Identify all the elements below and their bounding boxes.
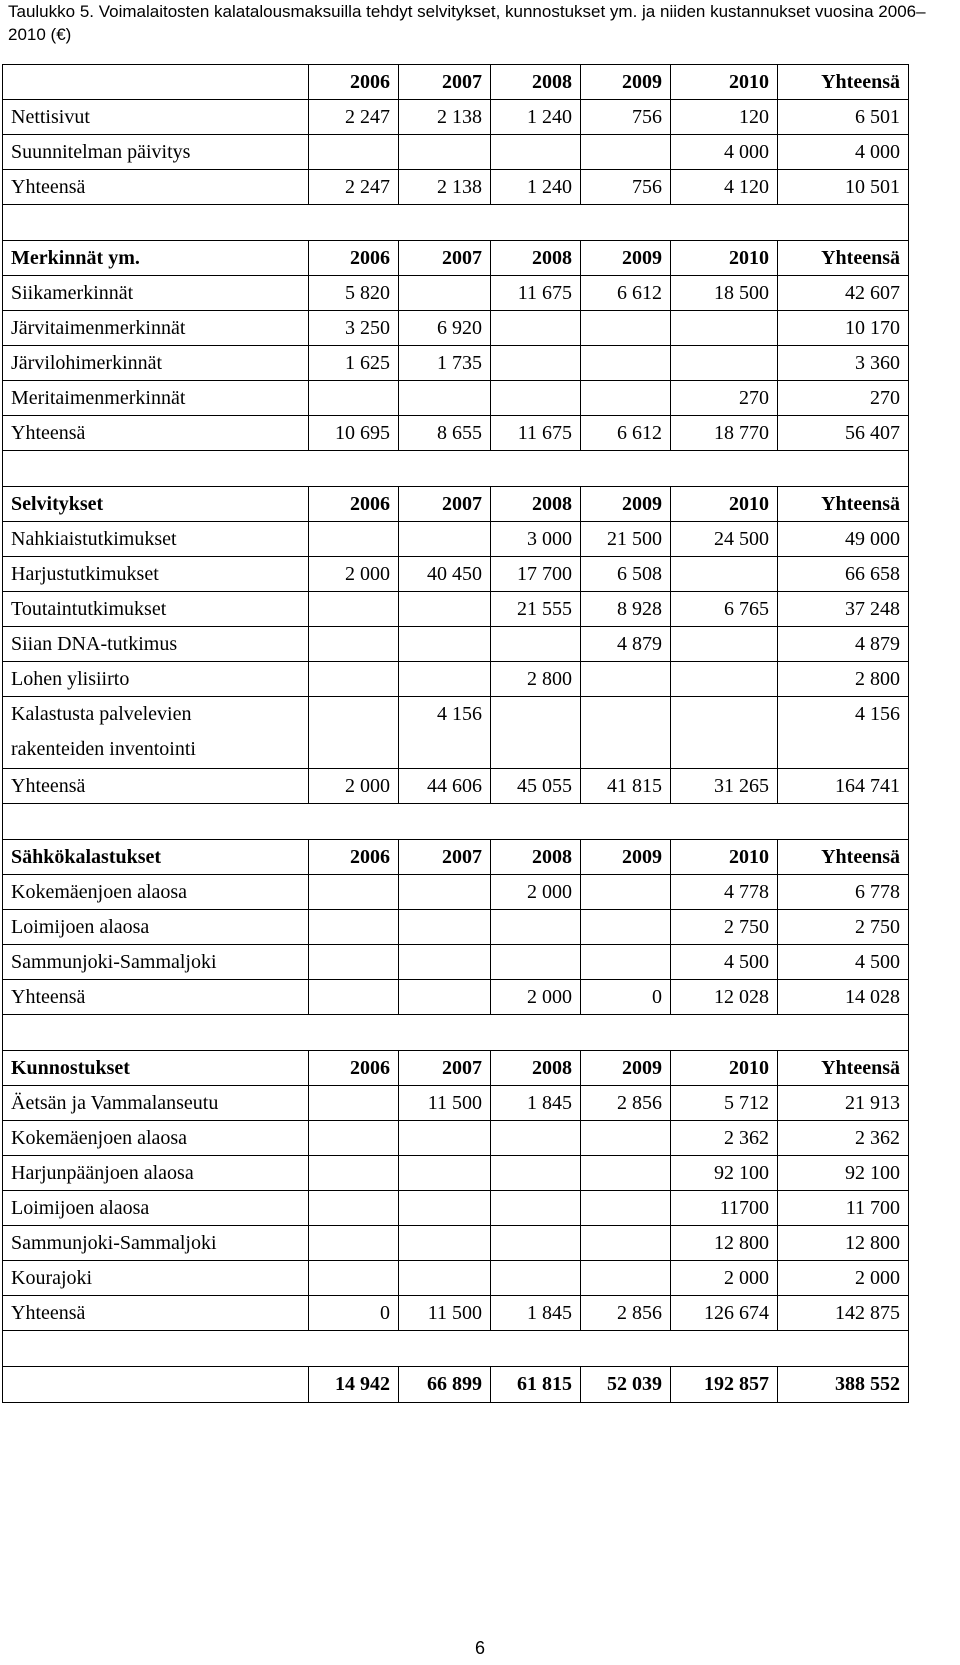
table-cell: 2 856: [581, 1086, 671, 1121]
row-label: Yhteensä: [3, 416, 309, 451]
column-header: 2008: [491, 840, 581, 875]
table-cell: [581, 945, 671, 980]
table-cell: 10 695: [309, 416, 399, 451]
table-cell: 4 120: [671, 170, 778, 205]
table-cell: 31 265: [671, 769, 778, 804]
table-cell: 11 500: [399, 1296, 491, 1331]
table-cell: [581, 311, 671, 346]
table-cell: 2 000: [778, 1261, 909, 1296]
table-cell: 4 879: [581, 627, 671, 662]
table-cell: 8 928: [581, 592, 671, 627]
table-cell: [671, 697, 778, 769]
grand-total-row: [3, 1367, 909, 1403]
table-cell: 3 360: [778, 346, 909, 381]
table-row: [3, 557, 909, 592]
table-cell: 2 362: [778, 1121, 909, 1156]
table-cell: 4 500: [671, 945, 778, 980]
table-cell: [491, 1156, 581, 1191]
column-header: 2007: [399, 241, 491, 276]
table-cell: 21 555: [491, 592, 581, 627]
table-cell: 21 913: [778, 1086, 909, 1121]
table-cell: [309, 1156, 399, 1191]
row-label: Siikamerkinnät: [3, 276, 309, 311]
table-cell: [399, 1226, 491, 1261]
table-cell: 6 765: [671, 592, 778, 627]
section-header-row: [3, 487, 909, 522]
table-cell: [491, 1226, 581, 1261]
table-cell: [399, 1121, 491, 1156]
row-label: Nahkiaistutkimukset: [3, 522, 309, 557]
table-cell: [309, 522, 399, 557]
column-header: 2009: [581, 1051, 671, 1086]
table-cell: [309, 945, 399, 980]
table-row: [3, 592, 909, 627]
table-cell: [399, 662, 491, 697]
table-cell: 3 000: [491, 522, 581, 557]
table-cell: 164 741: [778, 769, 909, 804]
table-cell: [491, 910, 581, 945]
table-row: [3, 135, 909, 170]
table-cell: 2 247: [309, 170, 399, 205]
column-header: 2009: [581, 241, 671, 276]
row-label: Järvitaimenmerkinnät: [3, 311, 309, 346]
table-cell: 18 500: [671, 276, 778, 311]
row-label: Kourajoki: [3, 1261, 309, 1296]
table-row: [3, 697, 909, 769]
table-cell: 270: [671, 381, 778, 416]
column-header: 2007: [399, 65, 491, 100]
section-title: Selvitykset: [3, 487, 309, 522]
table-cell: 126 674: [671, 1296, 778, 1331]
table-cell: 14 028: [778, 980, 909, 1015]
table-cell: 37 248: [778, 592, 909, 627]
grand-total-label: [3, 1367, 309, 1403]
row-label: Loimijoen alaosa: [3, 910, 309, 945]
table-cell: 18 770: [671, 416, 778, 451]
table-cell: [309, 592, 399, 627]
row-label-line: rakenteiden inventointi: [11, 738, 196, 760]
column-header: 2010: [671, 1051, 778, 1086]
spacer-row: [3, 1015, 909, 1051]
section-header-row: [3, 65, 909, 100]
table-cell: [671, 557, 778, 592]
table-cell: 0: [581, 980, 671, 1015]
table-cell: [581, 1191, 671, 1226]
table-cell: 2 800: [491, 662, 581, 697]
column-header: 2008: [491, 241, 581, 276]
row-label: Äetsän ja Vammalanseutu: [3, 1086, 309, 1121]
column-header: Yhteensä: [778, 840, 909, 875]
table-cell: [399, 980, 491, 1015]
column-header: 2008: [491, 1051, 581, 1086]
table-row: [3, 945, 909, 980]
column-header: 2007: [399, 1051, 491, 1086]
table-cell: [778, 697, 909, 769]
table-cell: [399, 1191, 491, 1226]
table-cell: [399, 381, 491, 416]
table-cell: 5 712: [671, 1086, 778, 1121]
table-cell: 42 607: [778, 276, 909, 311]
table-cell: [309, 1086, 399, 1121]
table-row: [3, 276, 909, 311]
table-cell: [491, 697, 581, 769]
table-cell: 2 138: [399, 100, 491, 135]
row-label: Järvilohimerkinnät: [3, 346, 309, 381]
table-cell: 4 500: [778, 945, 909, 980]
table-cell: 6 920: [399, 311, 491, 346]
table-cell: 11 675: [491, 276, 581, 311]
spacer-row: [3, 804, 909, 840]
table-cell: [399, 945, 491, 980]
table-cell: [399, 875, 491, 910]
table-cell: [399, 276, 491, 311]
table-cell: 1 240: [491, 170, 581, 205]
row-label: Sammunjoki-Sammaljoki: [3, 945, 309, 980]
table-cell: 6 508: [581, 557, 671, 592]
table-cell: 4 000: [778, 135, 909, 170]
table-cell: 270: [778, 381, 909, 416]
column-header: 2006: [309, 65, 399, 100]
table-cell: 8 655: [399, 416, 491, 451]
row-label: Yhteensä: [3, 980, 309, 1015]
table-cell: 12 028: [671, 980, 778, 1015]
row-label: [3, 697, 309, 769]
section-title: Sähkökalastukset: [3, 840, 309, 875]
table-cell: [399, 592, 491, 627]
table-row: [3, 662, 909, 697]
table-cell: 2 000: [309, 769, 399, 804]
table-row: [3, 522, 909, 557]
table-cell: [581, 697, 671, 769]
table-row: [3, 170, 909, 205]
column-header: Yhteensä: [778, 1051, 909, 1086]
table-cell: [399, 1156, 491, 1191]
table-cell: [581, 1261, 671, 1296]
column-header: 2009: [581, 65, 671, 100]
table-cell: [581, 346, 671, 381]
table-cell: 2 362: [671, 1121, 778, 1156]
table-cell: 6 612: [581, 276, 671, 311]
row-label-line: Kalastusta palvelevien: [11, 703, 192, 725]
row-label: Yhteensä: [3, 170, 309, 205]
column-header: 2010: [671, 65, 778, 100]
table-cell: [671, 627, 778, 662]
table-cell: 45 055: [491, 769, 581, 804]
table-row: [3, 1261, 909, 1296]
row-label: Kokemäenjoen alaosa: [3, 1121, 309, 1156]
table-cell: [309, 980, 399, 1015]
table-cell: [399, 697, 491, 769]
column-header: 2008: [491, 487, 581, 522]
table-cell: 0: [309, 1296, 399, 1331]
table-cell: [491, 1261, 581, 1296]
column-header: Yhteensä: [778, 65, 909, 100]
table-cell: [491, 346, 581, 381]
table-cell: 40 450: [399, 557, 491, 592]
column-header: 2006: [309, 241, 399, 276]
table-cell: [581, 1226, 671, 1261]
table-cell: 11700: [671, 1191, 778, 1226]
table-row: [3, 1296, 909, 1331]
table-cell: [399, 1261, 491, 1296]
section-header-row: [3, 241, 909, 276]
table-cell: [399, 910, 491, 945]
spacer-cell: [3, 205, 909, 241]
table-cell: 2 247: [309, 100, 399, 135]
cell-value: 4 156: [437, 703, 482, 725]
table-row: [3, 1086, 909, 1121]
column-header: 2006: [309, 840, 399, 875]
table-cell: 11 700: [778, 1191, 909, 1226]
table-cell: 2 750: [778, 910, 909, 945]
table-cell: 756: [581, 170, 671, 205]
section-header-row: [3, 840, 909, 875]
spacer-cell: [3, 451, 909, 487]
grand-total-cell: 192 857: [671, 1367, 778, 1403]
table-row: [3, 627, 909, 662]
table-cell: [491, 627, 581, 662]
column-header: 2010: [671, 241, 778, 276]
table-cell: [581, 910, 671, 945]
table-cell: 1 845: [491, 1086, 581, 1121]
table-cell: [309, 381, 399, 416]
table-cell: 5 820: [309, 276, 399, 311]
table-cell: [491, 1121, 581, 1156]
table-row: [3, 311, 909, 346]
table-row: [3, 910, 909, 945]
cost-table: [2, 64, 909, 1403]
grand-total-cell: 14 942: [309, 1367, 399, 1403]
table-cell: 41 815: [581, 769, 671, 804]
column-header: 2006: [309, 487, 399, 522]
column-header: 2008: [491, 65, 581, 100]
table-cell: [309, 627, 399, 662]
row-label: Harjunpäänjoen alaosa: [3, 1156, 309, 1191]
table-cell: 6 612: [581, 416, 671, 451]
table-cell: [491, 945, 581, 980]
table-cell: [309, 1191, 399, 1226]
row-label: Yhteensä: [3, 769, 309, 804]
table-cell: [581, 381, 671, 416]
table-row: [3, 381, 909, 416]
table-cell: [671, 662, 778, 697]
table-cell: 1 240: [491, 100, 581, 135]
grand-total-cell: 61 815: [491, 1367, 581, 1403]
column-header: 2006: [309, 1051, 399, 1086]
table-cell: 1 845: [491, 1296, 581, 1331]
column-header: 2009: [581, 487, 671, 522]
table-cell: [491, 135, 581, 170]
table-row: [3, 100, 909, 135]
table-cell: 2 000: [671, 1261, 778, 1296]
table-cell: 92 100: [671, 1156, 778, 1191]
row-label: Lohen ylisiirto: [3, 662, 309, 697]
spacer-row: [3, 1331, 909, 1367]
row-label: Sammunjoki-Sammaljoki: [3, 1226, 309, 1261]
table-cell: 92 100: [778, 1156, 909, 1191]
table-cell: 142 875: [778, 1296, 909, 1331]
cell-value: 4 156: [855, 703, 900, 725]
column-header: 2009: [581, 840, 671, 875]
table-cell: 2 000: [309, 557, 399, 592]
row-label: Harjustutkimukset: [3, 557, 309, 592]
column-header: 2010: [671, 487, 778, 522]
row-label: Suunnitelman päivitys: [3, 135, 309, 170]
row-label: Yhteensä: [3, 1296, 309, 1331]
table-cell: 2 750: [671, 910, 778, 945]
spacer-cell: [3, 1015, 909, 1051]
page-number: 6: [474, 1638, 485, 1658]
table-cell: [399, 627, 491, 662]
table-cell: 2 856: [581, 1296, 671, 1331]
section-title: Kunnostukset: [3, 1051, 309, 1086]
column-header: 2007: [399, 487, 491, 522]
table-cell: 6 501: [778, 100, 909, 135]
table-cell: [671, 311, 778, 346]
table-cell: 3 250: [309, 311, 399, 346]
table-cell: 12 800: [778, 1226, 909, 1261]
table-cell: [491, 381, 581, 416]
table-cell: 10 170: [778, 311, 909, 346]
table-row: [3, 346, 909, 381]
table-row: [3, 980, 909, 1015]
table-cell: [309, 135, 399, 170]
table-cell: [581, 135, 671, 170]
table-row: [3, 1191, 909, 1226]
table-cell: 10 501: [778, 170, 909, 205]
table-caption: Taulukko 5. Voimalaitosten kalatalousmaksuilla tehdyt selvitykset, kunnostukset ym. ja niiden kustannukset vuosina 2006–2010 (€): [8, 2, 926, 44]
column-header: Yhteensä: [778, 487, 909, 522]
section-title: [3, 65, 309, 100]
table-cell: [309, 875, 399, 910]
table-cell: [309, 662, 399, 697]
table-cell: 17 700: [491, 557, 581, 592]
row-label: Nettisivut: [3, 100, 309, 135]
table-cell: 2 138: [399, 170, 491, 205]
table-cell: 24 500: [671, 522, 778, 557]
row-label: Kokemäenjoen alaosa: [3, 875, 309, 910]
column-header: Yhteensä: [778, 241, 909, 276]
row-label: Meritaimenmerkinnät: [3, 381, 309, 416]
table-cell: [581, 1156, 671, 1191]
grand-total-cell: 66 899: [399, 1367, 491, 1403]
column-header: 2010: [671, 840, 778, 875]
table-row: [3, 416, 909, 451]
table-cell: [581, 1121, 671, 1156]
table-row: [3, 1156, 909, 1191]
table-cell: [491, 1191, 581, 1226]
table-cell: [309, 1121, 399, 1156]
table-cell: [309, 1261, 399, 1296]
table-cell: 21 500: [581, 522, 671, 557]
section-title: Merkinnät ym.: [3, 241, 309, 276]
table-cell: [309, 910, 399, 945]
table-row: [3, 1226, 909, 1261]
table-cell: [581, 662, 671, 697]
table-cell: 6 778: [778, 875, 909, 910]
table-cell: [581, 875, 671, 910]
table-cell: 56 407: [778, 416, 909, 451]
table-cell: [399, 522, 491, 557]
spacer-cell: [3, 1331, 909, 1367]
column-header: 2007: [399, 840, 491, 875]
spacer-row: [3, 451, 909, 487]
grand-total-cell: 388 552: [778, 1367, 909, 1403]
table-row: [3, 1121, 909, 1156]
table-cell: 2 800: [778, 662, 909, 697]
table-cell: 2 000: [491, 875, 581, 910]
table-cell: 49 000: [778, 522, 909, 557]
table-cell: 1 625: [309, 346, 399, 381]
row-label: Siian DNA-tutkimus: [3, 627, 309, 662]
spacer-row: [3, 205, 909, 241]
table-cell: 66 658: [778, 557, 909, 592]
row-label: Toutaintutkimukset: [3, 592, 309, 627]
table-row: [3, 769, 909, 804]
table-cell: 4 879: [778, 627, 909, 662]
table-cell: 11 500: [399, 1086, 491, 1121]
table-cell: [671, 346, 778, 381]
table-cell: 1 735: [399, 346, 491, 381]
row-label: Loimijoen alaosa: [3, 1191, 309, 1226]
table-cell: 4 778: [671, 875, 778, 910]
grand-total-cell: 52 039: [581, 1367, 671, 1403]
section-header-row: [3, 1051, 909, 1086]
table-cell: [309, 1226, 399, 1261]
spacer-cell: [3, 804, 909, 840]
table-cell: 756: [581, 100, 671, 135]
table-cell: 2 000: [491, 980, 581, 1015]
table-cell: 11 675: [491, 416, 581, 451]
table-cell: 4 000: [671, 135, 778, 170]
table-cell: 120: [671, 100, 778, 135]
table-cell: [399, 135, 491, 170]
table-cell: 44 606: [399, 769, 491, 804]
table-cell: [309, 697, 399, 769]
table-cell: 12 800: [671, 1226, 778, 1261]
table-cell: [491, 311, 581, 346]
table-row: [3, 875, 909, 910]
